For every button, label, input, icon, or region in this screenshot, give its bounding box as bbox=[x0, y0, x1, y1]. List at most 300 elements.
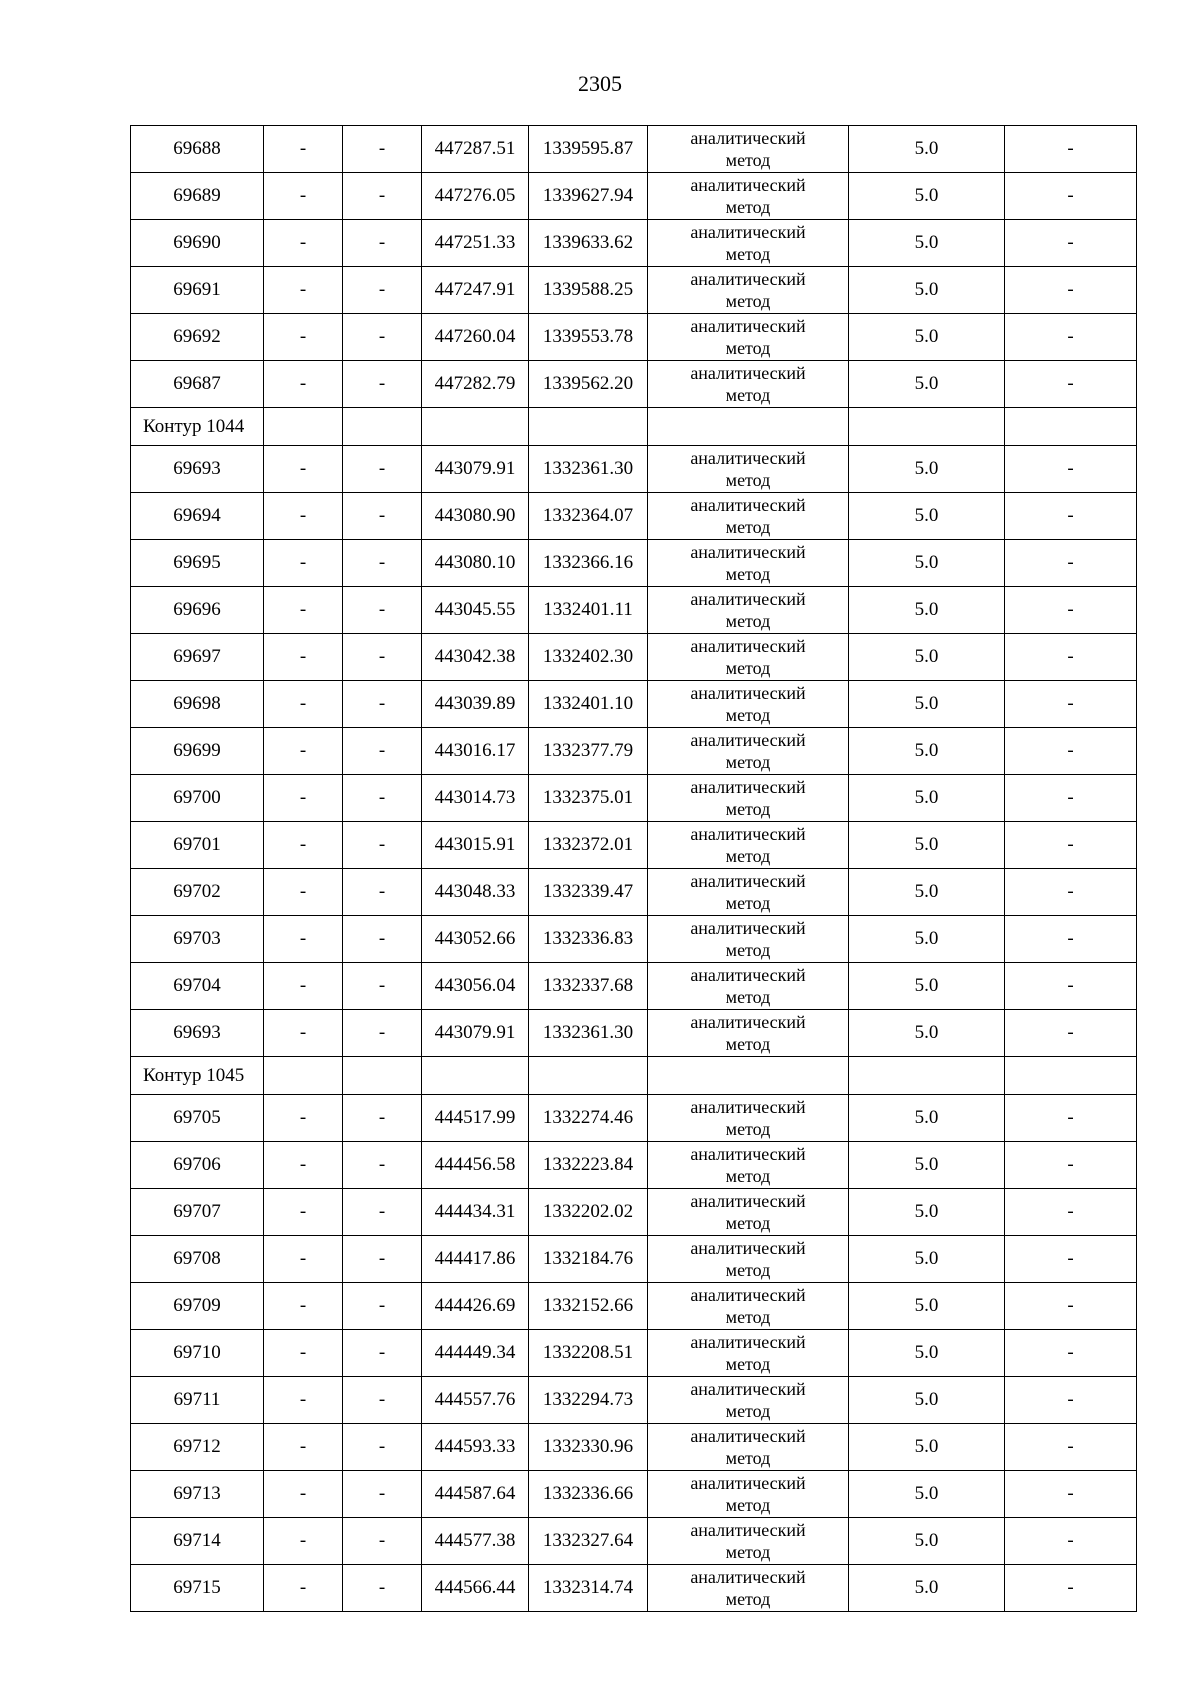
point-id-cell: 69711 bbox=[131, 1377, 264, 1424]
point-id-cell: 69709 bbox=[131, 1283, 264, 1330]
x-coordinate-cell: 444587.64 bbox=[422, 1471, 529, 1518]
dash-cell: - bbox=[264, 126, 343, 173]
method-line-1: аналитический bbox=[690, 448, 806, 468]
table-row bbox=[131, 314, 1137, 361]
method-cell bbox=[648, 775, 849, 822]
method-cell bbox=[648, 1142, 849, 1189]
dash-cell: - bbox=[343, 681, 422, 728]
dash-cell: - bbox=[1005, 963, 1137, 1010]
dash-cell: - bbox=[343, 1010, 422, 1057]
accuracy-value-cell: 5.0 bbox=[849, 728, 1005, 775]
dash-cell: - bbox=[264, 1010, 343, 1057]
dash-cell: - bbox=[343, 1471, 422, 1518]
x-coordinate-cell: 443014.73 bbox=[422, 775, 529, 822]
method-line-1: аналитический bbox=[690, 542, 806, 562]
x-coordinate-cell: 444426.69 bbox=[422, 1283, 529, 1330]
method-line-1: аналитический bbox=[690, 1285, 806, 1305]
dash-cell: - bbox=[1005, 775, 1137, 822]
dash-cell: - bbox=[343, 1518, 422, 1565]
method-line-1: аналитический bbox=[690, 363, 806, 383]
accuracy-value-cell: 5.0 bbox=[849, 634, 1005, 681]
point-id-cell: 69708 bbox=[131, 1236, 264, 1283]
table-row bbox=[131, 1518, 1137, 1565]
accuracy-value-cell: 5.0 bbox=[849, 314, 1005, 361]
method-cell bbox=[648, 361, 849, 408]
y-coordinate-cell: 1332184.76 bbox=[529, 1236, 648, 1283]
empty-cell bbox=[529, 408, 648, 446]
y-coordinate-cell: 1332274.46 bbox=[529, 1095, 648, 1142]
method-cell bbox=[648, 1095, 849, 1142]
dash-cell: - bbox=[264, 1095, 343, 1142]
method-line-2: метод bbox=[725, 1307, 771, 1327]
dash-cell: - bbox=[343, 126, 422, 173]
x-coordinate-cell: 443015.91 bbox=[422, 822, 529, 869]
y-coordinate-cell: 1332401.11 bbox=[529, 587, 648, 634]
x-coordinate-cell: 444593.33 bbox=[422, 1424, 529, 1471]
method-cell bbox=[648, 634, 849, 681]
method-line-2: метод bbox=[725, 752, 771, 772]
dash-cell: - bbox=[1005, 1010, 1137, 1057]
x-coordinate-cell: 447260.04 bbox=[422, 314, 529, 361]
empty-cell bbox=[343, 1057, 422, 1095]
accuracy-value-cell: 5.0 bbox=[849, 361, 1005, 408]
y-coordinate-cell: 1339595.87 bbox=[529, 126, 648, 173]
table-row bbox=[131, 963, 1137, 1010]
table-row bbox=[131, 869, 1137, 916]
empty-cell bbox=[343, 408, 422, 446]
method-line-1: аналитический bbox=[690, 965, 806, 985]
dash-cell: - bbox=[264, 540, 343, 587]
accuracy-value-cell: 5.0 bbox=[849, 1142, 1005, 1189]
method-cell bbox=[648, 1010, 849, 1057]
y-coordinate-cell: 1332336.83 bbox=[529, 916, 648, 963]
dash-cell: - bbox=[343, 267, 422, 314]
point-id-cell: 69701 bbox=[131, 822, 264, 869]
point-id-cell: 69699 bbox=[131, 728, 264, 775]
x-coordinate-cell: 444557.76 bbox=[422, 1377, 529, 1424]
dash-cell: - bbox=[343, 540, 422, 587]
dash-cell: - bbox=[1005, 126, 1137, 173]
dash-cell: - bbox=[1005, 1189, 1137, 1236]
accuracy-value-cell: 5.0 bbox=[849, 681, 1005, 728]
method-cell bbox=[648, 314, 849, 361]
empty-cell bbox=[1005, 1057, 1137, 1095]
x-coordinate-cell: 443079.91 bbox=[422, 446, 529, 493]
table-row bbox=[131, 1424, 1137, 1471]
dash-cell: - bbox=[343, 587, 422, 634]
method-line-1: аналитический bbox=[690, 1332, 806, 1352]
point-id-cell: 69706 bbox=[131, 1142, 264, 1189]
dash-cell: - bbox=[343, 1189, 422, 1236]
method-line-1: аналитический bbox=[690, 128, 806, 148]
x-coordinate-cell: 444449.34 bbox=[422, 1330, 529, 1377]
dash-cell: - bbox=[343, 446, 422, 493]
dash-cell: - bbox=[264, 634, 343, 681]
dash-cell: - bbox=[343, 1283, 422, 1330]
dash-cell: - bbox=[264, 1518, 343, 1565]
dash-cell: - bbox=[1005, 822, 1137, 869]
method-cell bbox=[648, 1236, 849, 1283]
dash-cell: - bbox=[343, 220, 422, 267]
method-cell bbox=[648, 126, 849, 173]
x-coordinate-cell: 443052.66 bbox=[422, 916, 529, 963]
method-line-2: метод bbox=[725, 1448, 771, 1468]
dash-cell: - bbox=[1005, 173, 1137, 220]
method-line-2: метод bbox=[725, 1495, 771, 1515]
dash-cell: - bbox=[1005, 220, 1137, 267]
y-coordinate-cell: 1332402.30 bbox=[529, 634, 648, 681]
y-coordinate-cell: 1332364.07 bbox=[529, 493, 648, 540]
table-row bbox=[131, 267, 1137, 314]
table-row bbox=[131, 916, 1137, 963]
accuracy-value-cell: 5.0 bbox=[849, 1377, 1005, 1424]
x-coordinate-cell: 447247.91 bbox=[422, 267, 529, 314]
x-coordinate-cell: 443080.90 bbox=[422, 493, 529, 540]
method-line-2: метод bbox=[725, 385, 771, 405]
dash-cell: - bbox=[343, 634, 422, 681]
dash-cell: - bbox=[1005, 314, 1137, 361]
empty-cell bbox=[264, 1057, 343, 1095]
y-coordinate-cell: 1332202.02 bbox=[529, 1189, 648, 1236]
accuracy-value-cell: 5.0 bbox=[849, 446, 1005, 493]
dash-cell: - bbox=[264, 963, 343, 1010]
dash-cell: - bbox=[264, 681, 343, 728]
empty-cell bbox=[422, 1057, 529, 1095]
accuracy-value-cell: 5.0 bbox=[849, 822, 1005, 869]
x-coordinate-cell: 443042.38 bbox=[422, 634, 529, 681]
dash-cell: - bbox=[1005, 1330, 1137, 1377]
dash-cell: - bbox=[1005, 587, 1137, 634]
x-coordinate-cell: 444456.58 bbox=[422, 1142, 529, 1189]
dash-cell: - bbox=[343, 1424, 422, 1471]
method-line-1: аналитический bbox=[690, 1379, 806, 1399]
table-row bbox=[131, 1283, 1137, 1330]
dash-cell: - bbox=[343, 1236, 422, 1283]
point-id-cell: 69697 bbox=[131, 634, 264, 681]
point-id-cell: 69694 bbox=[131, 493, 264, 540]
method-line-1: аналитический bbox=[690, 1097, 806, 1117]
method-cell bbox=[648, 1283, 849, 1330]
accuracy-value-cell: 5.0 bbox=[849, 1095, 1005, 1142]
x-coordinate-cell: 447287.51 bbox=[422, 126, 529, 173]
y-coordinate-cell: 1339588.25 bbox=[529, 267, 648, 314]
method-line-2: метод bbox=[725, 705, 771, 725]
dash-cell: - bbox=[264, 1236, 343, 1283]
x-coordinate-cell: 447276.05 bbox=[422, 173, 529, 220]
y-coordinate-cell: 1332330.96 bbox=[529, 1424, 648, 1471]
point-id-cell: 69705 bbox=[131, 1095, 264, 1142]
table-row bbox=[131, 1236, 1137, 1283]
y-coordinate-cell: 1339627.94 bbox=[529, 173, 648, 220]
dash-cell: - bbox=[264, 1424, 343, 1471]
method-line-2: метод bbox=[725, 1542, 771, 1562]
y-coordinate-cell: 1339562.20 bbox=[529, 361, 648, 408]
point-id-cell: 69714 bbox=[131, 1518, 264, 1565]
accuracy-value-cell: 5.0 bbox=[849, 173, 1005, 220]
method-line-2: метод bbox=[725, 517, 771, 537]
dash-cell: - bbox=[1005, 493, 1137, 540]
dash-cell: - bbox=[1005, 446, 1137, 493]
table-row bbox=[131, 220, 1137, 267]
dash-cell: - bbox=[1005, 1142, 1137, 1189]
method-line-1: аналитический bbox=[690, 1144, 806, 1164]
dash-cell: - bbox=[343, 1565, 422, 1612]
empty-cell bbox=[648, 1057, 849, 1095]
accuracy-value-cell: 5.0 bbox=[849, 493, 1005, 540]
dash-cell: - bbox=[264, 1471, 343, 1518]
point-id-cell: 69710 bbox=[131, 1330, 264, 1377]
dash-cell: - bbox=[1005, 1424, 1137, 1471]
dash-cell: - bbox=[1005, 634, 1137, 681]
table-row bbox=[131, 1189, 1137, 1236]
method-line-1: аналитический bbox=[690, 175, 806, 195]
method-line-2: метод bbox=[725, 987, 771, 1007]
method-line-1: аналитический bbox=[690, 495, 806, 515]
method-line-1: аналитический bbox=[690, 316, 806, 336]
method-cell bbox=[648, 493, 849, 540]
accuracy-value-cell: 5.0 bbox=[849, 587, 1005, 634]
x-coordinate-cell: 444577.38 bbox=[422, 1518, 529, 1565]
table-row bbox=[131, 681, 1137, 728]
x-coordinate-cell: 444434.31 bbox=[422, 1189, 529, 1236]
x-coordinate-cell: 444517.99 bbox=[422, 1095, 529, 1142]
table-row bbox=[131, 1010, 1137, 1057]
method-line-2: метод bbox=[725, 1354, 771, 1374]
accuracy-value-cell: 5.0 bbox=[849, 1518, 1005, 1565]
dash-cell: - bbox=[264, 314, 343, 361]
method-line-2: метод bbox=[725, 1166, 771, 1186]
y-coordinate-cell: 1332327.64 bbox=[529, 1518, 648, 1565]
dash-cell: - bbox=[264, 869, 343, 916]
method-cell bbox=[648, 446, 849, 493]
dash-cell: - bbox=[1005, 1518, 1137, 1565]
dash-cell: - bbox=[264, 173, 343, 220]
y-coordinate-cell: 1332339.47 bbox=[529, 869, 648, 916]
accuracy-value-cell: 5.0 bbox=[849, 916, 1005, 963]
method-cell bbox=[648, 267, 849, 314]
method-line-1: аналитический bbox=[690, 1191, 806, 1211]
accuracy-value-cell: 5.0 bbox=[849, 1471, 1005, 1518]
y-coordinate-cell: 1339633.62 bbox=[529, 220, 648, 267]
accuracy-value-cell: 5.0 bbox=[849, 1330, 1005, 1377]
dash-cell: - bbox=[264, 916, 343, 963]
dash-cell: - bbox=[264, 1283, 343, 1330]
method-line-1: аналитический bbox=[690, 1238, 806, 1258]
method-line-1: аналитический bbox=[690, 918, 806, 938]
point-id-cell: 69712 bbox=[131, 1424, 264, 1471]
method-line-2: метод bbox=[725, 291, 771, 311]
page-number: 2305 bbox=[578, 71, 622, 96]
method-line-2: метод bbox=[725, 338, 771, 358]
x-coordinate-cell: 443016.17 bbox=[422, 728, 529, 775]
method-line-1: аналитический bbox=[690, 683, 806, 703]
method-line-2: метод bbox=[725, 1260, 771, 1280]
dash-cell: - bbox=[343, 361, 422, 408]
point-id-cell: 69691 bbox=[131, 267, 264, 314]
dash-cell: - bbox=[1005, 1236, 1137, 1283]
dash-cell: - bbox=[343, 869, 422, 916]
dash-cell: - bbox=[343, 493, 422, 540]
method-line-1: аналитический bbox=[690, 222, 806, 242]
table-row bbox=[131, 775, 1137, 822]
empty-cell bbox=[849, 408, 1005, 446]
accuracy-value-cell: 5.0 bbox=[849, 1189, 1005, 1236]
contour-label: Контур 1045 bbox=[131, 1057, 264, 1095]
dash-cell: - bbox=[1005, 916, 1137, 963]
method-line-1: аналитический bbox=[690, 1520, 806, 1540]
x-coordinate-cell: 443048.33 bbox=[422, 869, 529, 916]
dash-cell: - bbox=[1005, 681, 1137, 728]
dash-cell: - bbox=[264, 493, 343, 540]
accuracy-value-cell: 5.0 bbox=[849, 1236, 1005, 1283]
dash-cell: - bbox=[1005, 1565, 1137, 1612]
method-line-2: метод bbox=[725, 197, 771, 217]
method-line-1: аналитический bbox=[690, 777, 806, 797]
empty-cell bbox=[849, 1057, 1005, 1095]
method-line-2: метод bbox=[725, 564, 771, 584]
dash-cell: - bbox=[343, 173, 422, 220]
y-coordinate-cell: 1339553.78 bbox=[529, 314, 648, 361]
x-coordinate-cell: 443079.91 bbox=[422, 1010, 529, 1057]
method-line-2: метод bbox=[725, 1034, 771, 1054]
accuracy-value-cell: 5.0 bbox=[849, 1565, 1005, 1612]
table-row bbox=[131, 126, 1137, 173]
method-line-1: аналитический bbox=[690, 1473, 806, 1493]
point-id-cell: 69696 bbox=[131, 587, 264, 634]
dash-cell: - bbox=[1005, 267, 1137, 314]
dash-cell: - bbox=[264, 446, 343, 493]
dash-cell: - bbox=[1005, 1095, 1137, 1142]
dash-cell: - bbox=[1005, 728, 1137, 775]
method-line-2: метод bbox=[725, 846, 771, 866]
point-id-cell: 69689 bbox=[131, 173, 264, 220]
table-row bbox=[131, 1095, 1137, 1142]
table-row bbox=[131, 587, 1137, 634]
method-line-2: метод bbox=[725, 893, 771, 913]
point-id-cell: 69698 bbox=[131, 681, 264, 728]
y-coordinate-cell: 1332337.68 bbox=[529, 963, 648, 1010]
accuracy-value-cell: 5.0 bbox=[849, 126, 1005, 173]
dash-cell: - bbox=[343, 963, 422, 1010]
dash-cell: - bbox=[343, 775, 422, 822]
y-coordinate-cell: 1332372.01 bbox=[529, 822, 648, 869]
table-row bbox=[131, 540, 1137, 587]
table-row bbox=[131, 361, 1137, 408]
method-line-2: метод bbox=[725, 470, 771, 490]
table-row bbox=[131, 634, 1137, 681]
table-row bbox=[131, 173, 1137, 220]
accuracy-value-cell: 5.0 bbox=[849, 1424, 1005, 1471]
dash-cell: - bbox=[343, 916, 422, 963]
y-coordinate-cell: 1332377.79 bbox=[529, 728, 648, 775]
method-line-2: метод bbox=[725, 1119, 771, 1139]
dash-cell: - bbox=[264, 1142, 343, 1189]
dash-cell: - bbox=[264, 220, 343, 267]
method-line-2: метод bbox=[725, 1213, 771, 1233]
point-id-cell: 69713 bbox=[131, 1471, 264, 1518]
dash-cell: - bbox=[343, 1330, 422, 1377]
y-coordinate-cell: 1332223.84 bbox=[529, 1142, 648, 1189]
table-row bbox=[131, 822, 1137, 869]
table-row bbox=[131, 1565, 1137, 1612]
method-line-2: метод bbox=[725, 150, 771, 170]
method-cell bbox=[648, 963, 849, 1010]
contour-header-row bbox=[131, 1057, 1137, 1095]
accuracy-value-cell: 5.0 bbox=[849, 220, 1005, 267]
dash-cell: - bbox=[264, 822, 343, 869]
method-cell bbox=[648, 681, 849, 728]
x-coordinate-cell: 444417.86 bbox=[422, 1236, 529, 1283]
accuracy-value-cell: 5.0 bbox=[849, 540, 1005, 587]
method-cell bbox=[648, 540, 849, 587]
table-row bbox=[131, 493, 1137, 540]
dash-cell: - bbox=[264, 361, 343, 408]
x-coordinate-cell: 447251.33 bbox=[422, 220, 529, 267]
table-row bbox=[131, 1330, 1137, 1377]
dash-cell: - bbox=[343, 1377, 422, 1424]
dash-cell: - bbox=[1005, 869, 1137, 916]
method-line-2: метод bbox=[725, 1401, 771, 1421]
method-cell bbox=[648, 587, 849, 634]
y-coordinate-cell: 1332361.30 bbox=[529, 446, 648, 493]
x-coordinate-cell: 447282.79 bbox=[422, 361, 529, 408]
method-cell bbox=[648, 220, 849, 267]
dash-cell: - bbox=[1005, 1471, 1137, 1518]
dash-cell: - bbox=[343, 728, 422, 775]
y-coordinate-cell: 1332361.30 bbox=[529, 1010, 648, 1057]
method-line-2: метод bbox=[725, 799, 771, 819]
y-coordinate-cell: 1332152.66 bbox=[529, 1283, 648, 1330]
dash-cell: - bbox=[343, 1095, 422, 1142]
dash-cell: - bbox=[1005, 361, 1137, 408]
method-cell bbox=[648, 1424, 849, 1471]
table-row bbox=[131, 1471, 1137, 1518]
method-cell bbox=[648, 173, 849, 220]
dash-cell: - bbox=[343, 1142, 422, 1189]
contour-label: Контур 1044 bbox=[131, 408, 264, 446]
table-row bbox=[131, 1377, 1137, 1424]
empty-cell bbox=[1005, 408, 1137, 446]
method-line-2: метод bbox=[725, 1589, 771, 1609]
method-line-2: метод bbox=[725, 658, 771, 678]
method-cell bbox=[648, 869, 849, 916]
coordinates-table bbox=[130, 125, 1137, 1612]
accuracy-value-cell: 5.0 bbox=[849, 963, 1005, 1010]
point-id-cell: 69702 bbox=[131, 869, 264, 916]
dash-cell: - bbox=[264, 1189, 343, 1236]
accuracy-value-cell: 5.0 bbox=[849, 267, 1005, 314]
dash-cell: - bbox=[264, 1565, 343, 1612]
method-line-1: аналитический bbox=[690, 871, 806, 891]
point-id-cell: 69695 bbox=[131, 540, 264, 587]
x-coordinate-cell: 443039.89 bbox=[422, 681, 529, 728]
method-cell bbox=[648, 822, 849, 869]
method-line-1: аналитический bbox=[690, 1426, 806, 1446]
method-cell bbox=[648, 1471, 849, 1518]
point-id-cell: 69692 bbox=[131, 314, 264, 361]
method-line-1: аналитический bbox=[690, 730, 806, 750]
dash-cell: - bbox=[264, 728, 343, 775]
point-id-cell: 69693 bbox=[131, 446, 264, 493]
dash-cell: - bbox=[264, 1377, 343, 1424]
dash-cell: - bbox=[1005, 1377, 1137, 1424]
dash-cell: - bbox=[264, 267, 343, 314]
method-cell bbox=[648, 1565, 849, 1612]
dash-cell: - bbox=[264, 587, 343, 634]
dash-cell: - bbox=[264, 1330, 343, 1377]
y-coordinate-cell: 1332294.73 bbox=[529, 1377, 648, 1424]
method-line-2: метод bbox=[725, 244, 771, 264]
